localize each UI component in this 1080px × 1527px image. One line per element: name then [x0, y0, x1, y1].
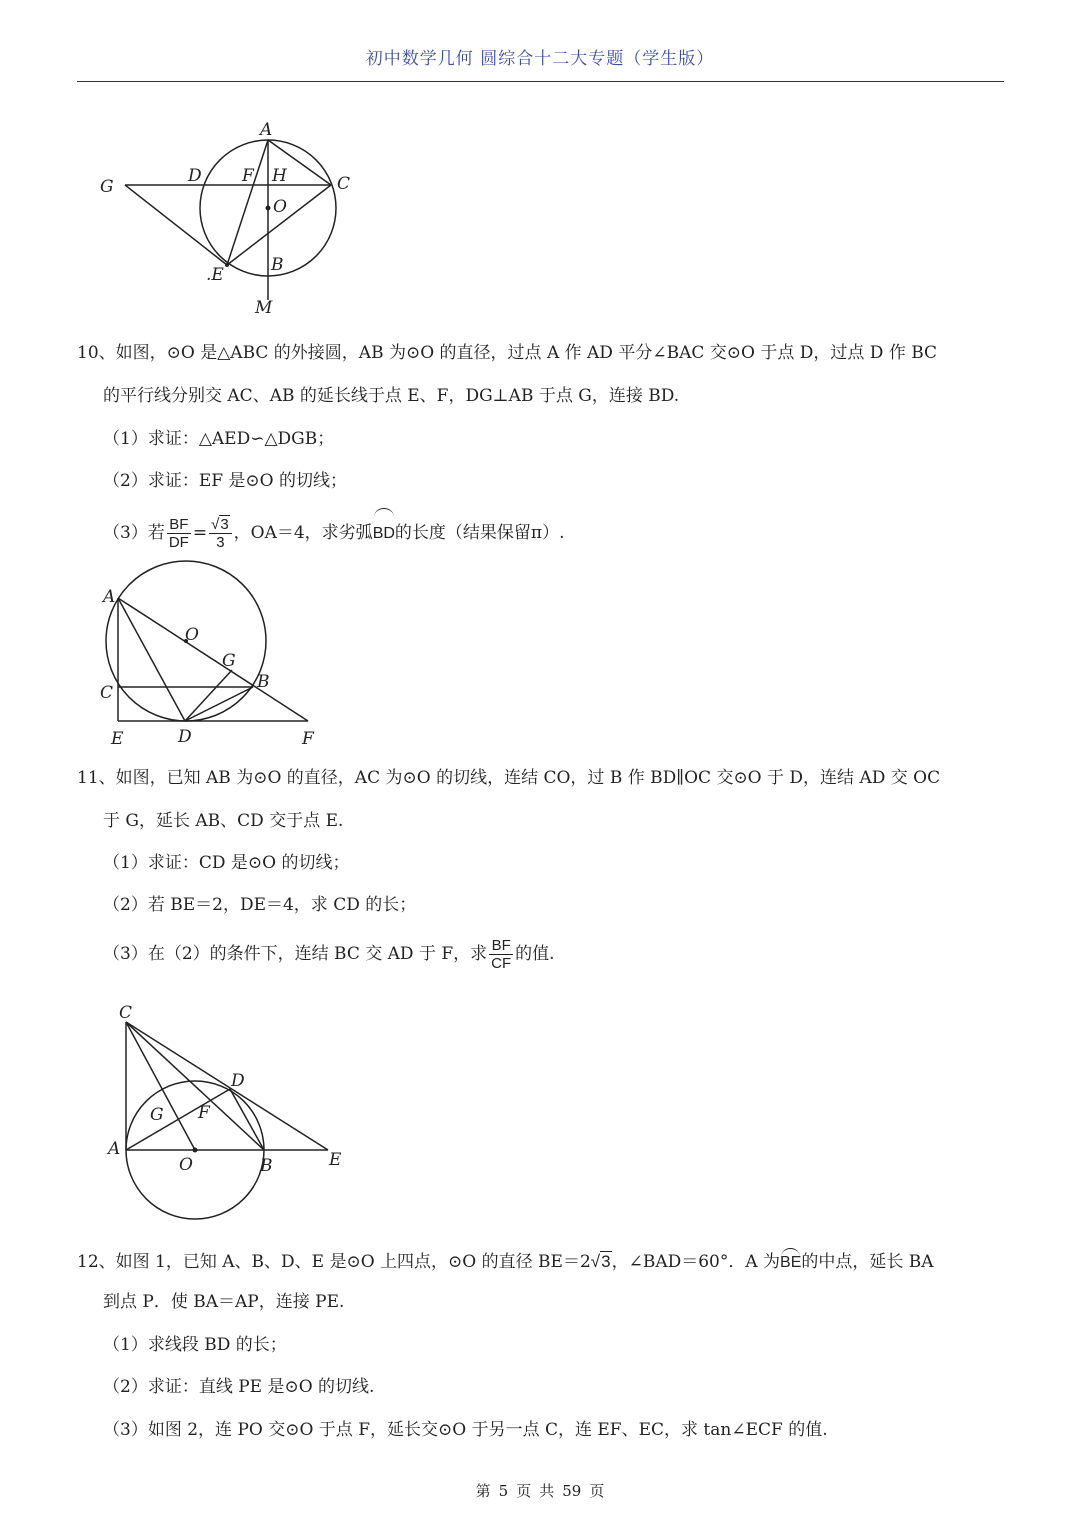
figure-q9 [90, 115, 370, 320]
fig9-label-m: M [255, 298, 273, 318]
q11-stem-line2: 于 G，延长 AB、CD 交于点 E. [103, 811, 344, 831]
fig9-label-h: H [272, 166, 287, 186]
q10-fraction-bf-df [167, 516, 191, 551]
fig10-label-a: A [103, 587, 116, 607]
fig10-label-d: D [178, 727, 192, 747]
q12-stem-line1 [77, 1248, 934, 1274]
fig11-label-d: D [231, 1071, 245, 1091]
q10-stem-line2: 的平行线分别交 AC、AB 的延长线于点 E、F，DG⊥AB 于点 G，连接 BD. [103, 386, 680, 406]
footer-prefix: 第 [475, 1482, 491, 1500]
q10-p3-mid: ，OA＝4，求劣弧 [233, 523, 373, 543]
q12-part1: （1）求线段 BD 的长； [103, 1335, 287, 1355]
q11-frac-num: BF [489, 937, 513, 955]
fig10-label-e: E [111, 729, 124, 749]
fig11-label-b: B [260, 1156, 273, 1176]
q11-part1: （1）求证：CD 是⊙O 的切线； [103, 853, 350, 873]
header-divider [77, 81, 1004, 82]
q10-frac2-num [209, 516, 232, 534]
q10-stem-line1: 10、如图，⊙O 是△ABC 的外接圆，AB 为⊙O 的直径，过点 A 作 AD 平分∠BAC 交⊙O 于点 D，过点 D 作 BC [77, 343, 938, 363]
q10-fraction-sqrt3-3 [209, 516, 232, 551]
footer-total-word: 共 [539, 1482, 555, 1500]
footer-page-number: 5 [498, 1482, 509, 1500]
footer-total-pages: 59 [562, 1482, 582, 1500]
fig10-label-o: O [185, 625, 199, 645]
fig9-label-b: B [271, 255, 284, 275]
q10-frac-num: BF [167, 516, 191, 534]
q12-sqrt-sign: √ [590, 1252, 601, 1271]
figure-q11 [100, 1000, 360, 1225]
q10-frac2-den: 3 [216, 534, 225, 551]
fig9-label-d: D [188, 166, 202, 186]
q10-part1: （1）求证：△AED∽△DGB； [103, 429, 335, 449]
fig11-label-a: A [108, 1139, 121, 1159]
fig10-label-f: F [302, 729, 314, 749]
fig10-label-c: C [100, 683, 114, 703]
fig9-label-e: .E [206, 265, 224, 285]
q12-part3: （3）如图 2，连 PO 交⊙O 于点 F，延长交⊙O 于另一点 C，连 EF、EC，求 tan∠ECF 的值. [103, 1420, 828, 1440]
q10-equals: = [192, 523, 208, 543]
footer-suffix: 页 [589, 1482, 605, 1500]
q12-l1-mid: ，∠BAD＝60°．A 为 [611, 1252, 781, 1272]
fig9-label-c: C [337, 174, 351, 194]
q12-sqrt-radicand: 3 [601, 1252, 611, 1271]
q11-fraction-bf-cf [489, 937, 513, 972]
q10-p3-post: 的长度（结果保留π）. [394, 523, 565, 543]
q10-p3-prefix: （3）若 [103, 523, 165, 543]
q11-part3 [103, 932, 555, 976]
fig9-label-g: G [100, 177, 114, 197]
fig11-label-c: C [119, 1003, 133, 1023]
q10-part3 [103, 508, 565, 556]
fig9-label-o: O [273, 197, 287, 217]
q12-arc-be: BE [780, 1248, 801, 1274]
fig10-label-b: B [257, 672, 270, 692]
q10-frac-den: DF [168, 534, 189, 551]
fig11-label-o: O [179, 1155, 193, 1175]
fig11-label-g: G [150, 1105, 164, 1125]
q12-sqrt3 [591, 1251, 612, 1271]
q12-stem-line2: 到点 P．使 BA＝AP，连接 PE. [103, 1292, 345, 1312]
fig9-label-a: A [260, 120, 273, 140]
q11-part2: （2）若 BE＝2，DE＝4，求 CD 的长； [103, 895, 417, 915]
q11-stem-line1: 11、如图，已知 AB 为⊙O 的直径，AC 为⊙O 的切线，连结 CO，过 B 作 BD∥OC 交⊙O 于 D，连结 AD 交 OC [77, 768, 941, 788]
q10-sqrt-sign: √ [211, 516, 220, 533]
q10-sqrt-radicand: 3 [220, 516, 229, 533]
q11-p3-post: 的值. [515, 944, 555, 964]
q11-frac-den: CF [491, 955, 512, 972]
figure-q10 [95, 560, 335, 750]
fig9-label-f: F [242, 166, 254, 186]
q12-part2: （2）求证：直线 PE 是⊙O 的切线. [103, 1377, 375, 1397]
fig11-label-e: E [329, 1150, 342, 1170]
q10-part2: （2）求证：EF 是⊙O 的切线； [103, 471, 348, 491]
q12-l1-post: 的中点，延长 BA [801, 1252, 934, 1272]
q11-p3-prefix: （3）在（2）的条件下，连结 BC 交 AD 于 F，求 [103, 944, 488, 964]
q12-l1-prefix: 12、如图 1，已知 A、B、D、E 是⊙O 上四点，⊙O 的直径 BE＝2 [77, 1252, 591, 1272]
fig11-label-f: F [198, 1103, 210, 1123]
q10-arc-bd: BD [373, 508, 395, 556]
fig10-label-g: G [222, 651, 236, 671]
page-header: 初中数学几何 圆综合十二大专题（学生版） [365, 49, 715, 69]
page-footer [0, 1480, 1080, 1501]
footer-page-word: 页 [516, 1482, 532, 1500]
